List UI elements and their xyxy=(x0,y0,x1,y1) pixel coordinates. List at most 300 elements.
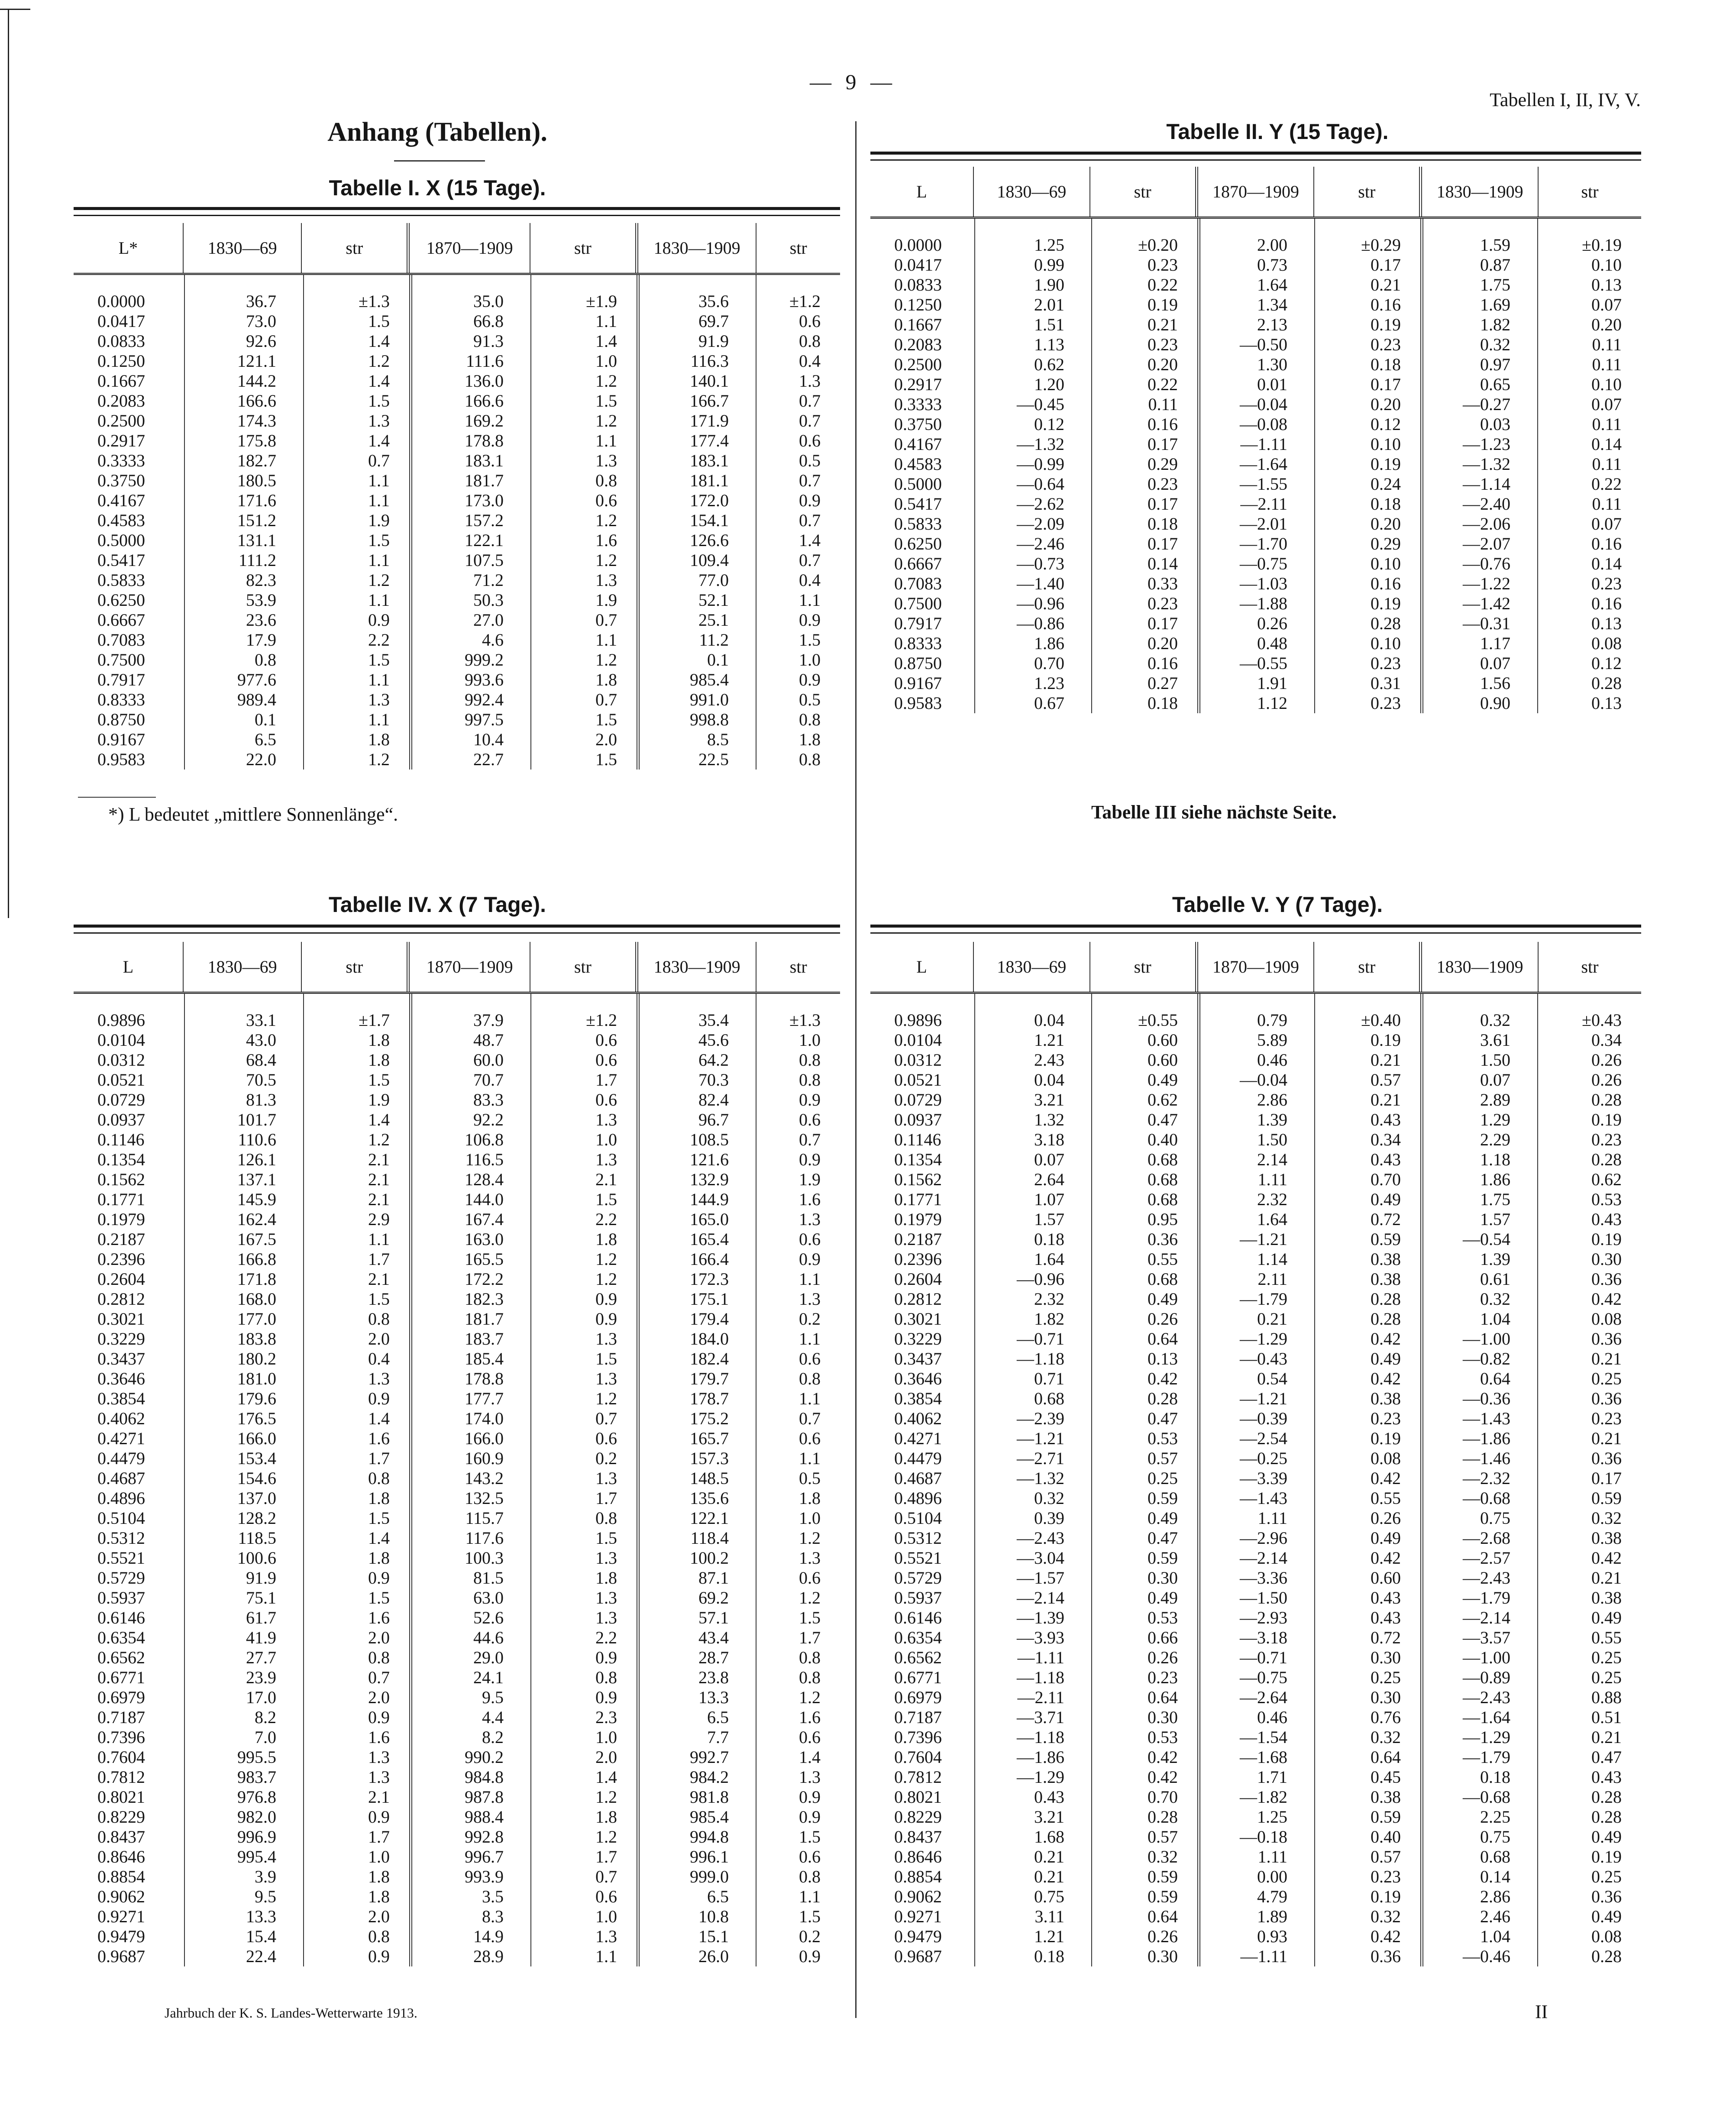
table-cell: 1.1 xyxy=(595,1947,617,1966)
table-cell: 0.9 xyxy=(799,1090,821,1109)
table-cell: —1.32 xyxy=(1017,1468,1064,1488)
table-cell: 165.4 xyxy=(690,1229,729,1249)
table-cell: —1.18 xyxy=(1017,1349,1064,1368)
table-cell: 0.5104 xyxy=(894,1508,942,1528)
table-column xyxy=(1091,994,1197,1966)
table-cell: 2.1 xyxy=(368,1150,390,1169)
table-cell: —0.54 xyxy=(1463,1229,1510,1249)
table-cell: 3.21 xyxy=(1034,1090,1064,1109)
table-cell: 1.57 xyxy=(1034,1209,1064,1229)
table-cell: 0.7 xyxy=(799,1409,821,1428)
table-cell: 0.5937 xyxy=(894,1588,942,1607)
table-cell: 174.0 xyxy=(465,1409,504,1428)
table-cell: 0.4271 xyxy=(97,1429,145,1448)
table-cell: —0.71 xyxy=(1017,1329,1064,1349)
table-cell: 0.3333 xyxy=(894,395,942,414)
table-cell: 140.1 xyxy=(690,371,729,391)
table-4-body xyxy=(74,994,840,1966)
table-cell: 0.7 xyxy=(799,550,821,570)
table-4-top-rule xyxy=(74,925,840,928)
table-cell: 0.5 xyxy=(799,1468,821,1488)
table-cell: 0.8750 xyxy=(97,710,145,729)
table-cell: —3.71 xyxy=(1017,1707,1064,1727)
table-cell: 0.11 xyxy=(1592,494,1622,514)
table-cell: —1.29 xyxy=(1463,1727,1510,1747)
table-4-top-rule-thin xyxy=(74,932,840,934)
table-cell: —2.62 xyxy=(1017,494,1064,514)
table-cell: 2.13 xyxy=(1257,315,1287,334)
table-cell: —0.50 xyxy=(1240,335,1287,354)
table-cell: 0.7 xyxy=(799,471,821,490)
table-cell: 2.25 xyxy=(1480,1807,1510,1827)
table-cell: 987.8 xyxy=(465,1787,504,1807)
table-cell: 66.8 xyxy=(473,311,504,331)
table-cell: 0.1 xyxy=(255,710,276,729)
table-cell: 0.4 xyxy=(799,570,821,590)
table-cell: 6.5 xyxy=(707,1887,729,1906)
table-cell: 1.50 xyxy=(1480,1050,1510,1070)
table-1-top-rule-thin xyxy=(74,215,840,216)
table-cell: 2.00 xyxy=(1257,235,1287,255)
table-cell: 0.23 xyxy=(1371,653,1401,673)
table-cell: 144.0 xyxy=(465,1190,504,1209)
table-cell: 0.32 xyxy=(1148,1847,1178,1866)
table-cell: 0.7187 xyxy=(894,1707,942,1727)
table-cell: 0.87 xyxy=(1480,255,1510,275)
table-cell: 1.57 xyxy=(1480,1209,1510,1229)
table-cell: 0.2187 xyxy=(894,1229,942,1249)
table-cell: 1.5 xyxy=(368,1588,390,1607)
table-cell: 990.2 xyxy=(465,1747,504,1767)
table-cell: 1.91 xyxy=(1257,673,1287,693)
table-cell: —0.08 xyxy=(1240,414,1287,434)
table-cell: 0.22 xyxy=(1591,474,1622,494)
table-cell: 53.9 xyxy=(246,590,276,610)
table-cell: 0.07 xyxy=(1591,514,1622,534)
table-cell: 1.8 xyxy=(595,1807,617,1827)
table-cell: 6.5 xyxy=(707,1707,729,1727)
table-cell: 0.2917 xyxy=(97,431,145,450)
table-cell: 0.11 xyxy=(1592,414,1622,434)
table-cell: 996.7 xyxy=(465,1847,504,1866)
table-cell: 0.12 xyxy=(1034,414,1064,434)
table-cell: 985.4 xyxy=(690,1807,729,1827)
table-cell: 1.2 xyxy=(595,511,617,530)
table-cell: 0.4479 xyxy=(894,1449,942,1468)
table-cell: 1.1 xyxy=(368,550,390,570)
table-cell: 1.4 xyxy=(368,1409,390,1428)
table-cell: —1.43 xyxy=(1463,1409,1510,1428)
table-cell: 0.49 xyxy=(1148,1070,1178,1090)
table-cell: 183.7 xyxy=(465,1329,504,1349)
table-cell: 0.9 xyxy=(595,1648,617,1667)
table-cell: 0.46 xyxy=(1257,1050,1287,1070)
footnote: *) L bedeutet „mittlere Sonnenlänge“. xyxy=(108,804,398,825)
table-cell: 0.2083 xyxy=(97,391,145,411)
table-cell: 1.04 xyxy=(1480,1309,1510,1329)
table-cell: 1.86 xyxy=(1034,634,1064,653)
table-cell: 0.70 xyxy=(1034,653,1064,673)
table-cell: 126.6 xyxy=(690,530,729,550)
table-cell: 52.1 xyxy=(698,590,729,610)
table-cell: ±1.2 xyxy=(586,1010,617,1030)
table-cell: 0.46 xyxy=(1257,1707,1287,1727)
table-cell: 1.64 xyxy=(1257,1209,1287,1229)
table-cell: 165.7 xyxy=(690,1429,729,1448)
table-cell: 1.5 xyxy=(595,1349,617,1368)
table-cell: 4.79 xyxy=(1257,1887,1287,1906)
table-cell: 0.20 xyxy=(1148,355,1178,374)
table-cell: 0.08 xyxy=(1591,1927,1622,1946)
table-cell: 1.3 xyxy=(595,1329,617,1349)
table-cell: —2.40 xyxy=(1463,494,1510,514)
table-cell: 0.43 xyxy=(1034,1787,1064,1807)
table-cell: 0.3021 xyxy=(97,1309,145,1329)
table-cell: 0.9 xyxy=(368,1568,390,1588)
table-cell: 0.21 xyxy=(1257,1309,1287,1329)
table-cell: 117.6 xyxy=(465,1528,504,1548)
table-cell: 1.0 xyxy=(595,1907,617,1926)
table-cell: 181.7 xyxy=(465,471,504,490)
table-cell: 165.0 xyxy=(690,1209,729,1229)
table-cell: 0.4062 xyxy=(97,1409,145,1428)
table-cell: 0.0312 xyxy=(97,1050,145,1070)
table-2-top-rule xyxy=(870,152,1641,155)
table-cell: 91.9 xyxy=(246,1568,276,1588)
table-cell: 2.1 xyxy=(368,1170,390,1189)
table-cell: ±0.19 xyxy=(1582,235,1622,255)
table-cell: 0.21 xyxy=(1034,1847,1064,1866)
table-cell: 100.2 xyxy=(690,1548,729,1568)
table-cell: 2.64 xyxy=(1034,1170,1064,1189)
table-cell: 0.68 xyxy=(1148,1150,1178,1169)
table-cell: 0.9 xyxy=(799,1947,821,1966)
table-cell: 1.12 xyxy=(1257,693,1287,713)
table-column xyxy=(974,994,1091,1966)
table-cell: 1.6 xyxy=(368,1429,390,1448)
table-cell: 0.1979 xyxy=(894,1209,942,1229)
table-cell: 2.0 xyxy=(368,1907,390,1926)
table-cell: 0.10 xyxy=(1591,255,1622,275)
table-cell: 1.21 xyxy=(1034,1927,1064,1946)
table-cell: 0.8333 xyxy=(894,634,942,653)
table-cell: 0.17 xyxy=(1148,494,1178,514)
table-cell: 25.1 xyxy=(698,610,729,630)
table-cell: 0.57 xyxy=(1371,1070,1401,1090)
table-cell: 0.2 xyxy=(799,1309,821,1329)
table-cell: 0.17 xyxy=(1148,534,1178,553)
table-cell: 1.21 xyxy=(1034,1030,1064,1050)
table-cell: 0.0937 xyxy=(97,1110,145,1129)
table-cell: —2.46 xyxy=(1017,534,1064,553)
table-cell: 0.9167 xyxy=(894,673,942,693)
table-cell: 0.4479 xyxy=(97,1449,145,1468)
table-cell: 0.9 xyxy=(799,1249,821,1269)
table-cell: 0.5729 xyxy=(97,1568,145,1588)
table-1-top-rule xyxy=(74,207,840,210)
table-cell: 0.7917 xyxy=(894,614,942,633)
table-cell: 0.19 xyxy=(1371,594,1401,613)
table-cell: 992.7 xyxy=(690,1747,729,1767)
table-cell: —0.86 xyxy=(1017,614,1064,633)
table-cell: 0.28 xyxy=(1371,1309,1401,1329)
table-cell: 0.9687 xyxy=(97,1947,145,1966)
table-cell: 1.90 xyxy=(1034,275,1064,294)
table-column xyxy=(74,994,184,1966)
table-cell: 0.65 xyxy=(1480,375,1510,394)
table-cell: 167.4 xyxy=(465,1209,504,1229)
table-cell: 100.3 xyxy=(465,1548,504,1568)
table-cell: 0.8854 xyxy=(894,1867,942,1886)
column-header: 1830—1909 xyxy=(1419,942,1538,992)
table-cell: ±0.43 xyxy=(1582,1010,1622,1030)
table-cell: 0.32 xyxy=(1371,1907,1401,1926)
table-cell: 0.61 xyxy=(1480,1269,1510,1289)
table-cell: 1.3 xyxy=(799,1209,821,1229)
table-cell: 0.5521 xyxy=(894,1548,942,1568)
table-cell: 0.30 xyxy=(1371,1648,1401,1667)
table-cell: 0.23 xyxy=(1591,1409,1622,1428)
table-cell: —1.11 xyxy=(1017,1648,1064,1667)
table-cell: 81.5 xyxy=(473,1568,504,1588)
table-cell: 0.30 xyxy=(1148,1947,1178,1966)
table-cell: 63.0 xyxy=(473,1588,504,1607)
table-cell: ±0.40 xyxy=(1361,1010,1401,1030)
table-cell: 0.8021 xyxy=(97,1787,145,1807)
table-cell: 8.3 xyxy=(482,1907,504,1926)
table-cell: 0.57 xyxy=(1148,1827,1178,1847)
table-cell: 1.8 xyxy=(595,1568,617,1588)
table-cell: 1.8 xyxy=(799,730,821,749)
table-cell: 0.8 xyxy=(799,1050,821,1070)
table-cell: —1.39 xyxy=(1017,1608,1064,1627)
table-cell: 0.68 xyxy=(1148,1190,1178,1209)
table-cell: 0.9 xyxy=(368,1389,390,1408)
table-cell: —2.43 xyxy=(1017,1528,1064,1548)
table-cell: 0.49 xyxy=(1371,1349,1401,1368)
table-cell: 0.21 xyxy=(1148,315,1178,334)
table-cell: 0.6 xyxy=(595,1887,617,1906)
table-cell: 0.1771 xyxy=(894,1190,942,1209)
table-cell: 166.4 xyxy=(690,1249,729,1269)
table-cell: 0.9687 xyxy=(894,1947,942,1966)
table-cell: 0.3854 xyxy=(894,1389,942,1408)
table-cell: 0.25 xyxy=(1148,1468,1178,1488)
table-cell: 1.5 xyxy=(595,1528,617,1548)
table-1-title: Tabelle I. X (15 Tage). xyxy=(329,176,546,200)
table-cell: 0.75 xyxy=(1480,1508,1510,1528)
table-cell: 0.21 xyxy=(1591,1727,1622,1747)
table-cell: —0.68 xyxy=(1463,1488,1510,1508)
table-cell: 35.6 xyxy=(698,291,729,311)
table-cell: 166.6 xyxy=(237,391,276,411)
table-cell: 91.9 xyxy=(698,331,729,351)
table-cell: 0.9 xyxy=(799,610,821,630)
column-header: 1870—1909 xyxy=(407,223,530,273)
table-cell: —0.27 xyxy=(1463,395,1510,414)
table-cell: 0.16 xyxy=(1371,295,1401,314)
table-cell: 2.29 xyxy=(1480,1130,1510,1149)
table-cell: —1.86 xyxy=(1017,1747,1064,1767)
table-cell: 1.5 xyxy=(595,1190,617,1209)
table-cell: 1.8 xyxy=(595,1229,617,1249)
table-cell: 167.5 xyxy=(237,1229,276,1249)
table-cell: 10.4 xyxy=(473,730,504,749)
table-cell: 0.42 xyxy=(1371,1329,1401,1349)
table-column xyxy=(1197,219,1314,713)
table-cell: —2.14 xyxy=(1463,1608,1510,1627)
table-cell: 0.64 xyxy=(1148,1688,1178,1707)
table-cell: 0.4687 xyxy=(97,1468,145,1488)
table-cell: 0.9479 xyxy=(97,1927,145,1946)
table-cell: 0.3750 xyxy=(97,471,145,490)
table-cell: 37.9 xyxy=(473,1010,504,1030)
table-cell: 0.53 xyxy=(1148,1429,1178,1448)
table-cell: 108.5 xyxy=(690,1130,729,1149)
table-cell: 1.3 xyxy=(595,1110,617,1129)
table-cell: 4.6 xyxy=(482,630,504,650)
table-cell: 1.1 xyxy=(799,1269,821,1289)
table-cell: 0.8229 xyxy=(97,1807,145,1827)
table-cell: 1.1 xyxy=(368,710,390,729)
table-cell: 0.36 xyxy=(1591,1449,1622,1468)
table-1 xyxy=(74,223,840,770)
table-cell: —1.68 xyxy=(1240,1747,1287,1767)
table-cell: 0.25 xyxy=(1591,1867,1622,1886)
table-cell: 0.18 xyxy=(1148,693,1178,713)
table-cell: 1.3 xyxy=(799,1548,821,1568)
table-cell: 13.3 xyxy=(246,1907,276,1926)
table-cell: 0.2500 xyxy=(97,411,145,430)
table-cell: 2.1 xyxy=(368,1269,390,1289)
table-cell: 0.6771 xyxy=(97,1668,145,1687)
table-cell: 1.18 xyxy=(1480,1150,1510,1169)
table-cell: 0.0000 xyxy=(97,291,145,311)
table-cell: 1.29 xyxy=(1480,1110,1510,1129)
table-cell: 0.23 xyxy=(1148,594,1178,613)
table-cell: 0.42 xyxy=(1591,1548,1622,1568)
table-column xyxy=(1314,219,1420,713)
table-cell: 0.64 xyxy=(1480,1369,1510,1388)
table-cell: 92.2 xyxy=(473,1110,504,1129)
table-cell: 29.0 xyxy=(473,1648,504,1667)
table-cell: 0.9271 xyxy=(894,1907,942,1926)
table-cell: 1.3 xyxy=(595,570,617,590)
table-cell: 0.33 xyxy=(1148,574,1178,593)
table-cell: 0.3333 xyxy=(97,451,145,470)
table-cell: 0.11 xyxy=(1148,395,1178,414)
table-cell: 0.20 xyxy=(1371,514,1401,534)
table-cell: 0.19 xyxy=(1591,1847,1622,1866)
table-cell: 0.18 xyxy=(1480,1767,1510,1787)
table-cell: 0.23 xyxy=(1148,474,1178,494)
table-cell: 1.8 xyxy=(799,1488,821,1508)
table-cell: 1.1 xyxy=(799,1449,821,1468)
table-cell: 135.6 xyxy=(690,1488,729,1508)
table-cell: 0.6771 xyxy=(894,1668,942,1687)
column-header: str xyxy=(1538,942,1641,992)
column-header: L xyxy=(123,957,134,977)
table-cell: 22.5 xyxy=(698,750,729,769)
table-cell: 0.11 xyxy=(1592,454,1622,474)
table-cell: 183.8 xyxy=(237,1329,276,1349)
table-cell: 1.9 xyxy=(595,590,617,610)
table-cell: 1.7 xyxy=(799,1628,821,1647)
table-cell: 0.23 xyxy=(1371,1867,1401,1886)
table-cell: 0.7812 xyxy=(97,1767,145,1787)
table-cell: 121.1 xyxy=(237,351,276,371)
table-cell: 999.0 xyxy=(690,1867,729,1886)
table-cell: ±0.29 xyxy=(1361,235,1401,255)
table-cell: 136.0 xyxy=(465,371,504,391)
table-cell: 0.7 xyxy=(368,1668,390,1687)
table-cell: 1.30 xyxy=(1257,355,1287,374)
table-cell: 0.13 xyxy=(1591,275,1622,294)
table-cell: 0.3437 xyxy=(894,1349,942,1368)
table-cell: 118.5 xyxy=(238,1528,276,1548)
table-cell: 1.71 xyxy=(1257,1767,1287,1787)
table-cell: 1.5 xyxy=(595,750,617,769)
column-header: 1830—69 xyxy=(183,942,301,992)
table-cell: 0.30 xyxy=(1148,1707,1178,1727)
table-cell: 0.23 xyxy=(1371,693,1401,713)
table-cell: 166.7 xyxy=(690,391,729,411)
table-cell: 0.16 xyxy=(1371,574,1401,593)
table-cell: 1.4 xyxy=(595,331,617,351)
table-cell: 171.8 xyxy=(237,1269,276,1289)
table-cell: 0.28 xyxy=(1591,1090,1622,1109)
table-cell: 175.8 xyxy=(237,431,276,450)
table-cell: 0.21 xyxy=(1591,1568,1622,1588)
table-cell: 0.2812 xyxy=(894,1289,942,1309)
table-cell: 1.1 xyxy=(799,1329,821,1349)
table-cell: 0.47 xyxy=(1148,1528,1178,1548)
table-cell: 1.2 xyxy=(799,1588,821,1607)
table-cell: 0.6 xyxy=(799,1349,821,1368)
table-cell: 0.88 xyxy=(1591,1688,1622,1707)
table-cell: 0.7604 xyxy=(97,1747,145,1767)
table-cell: —1.21 xyxy=(1240,1389,1287,1408)
table-cell: 1.3 xyxy=(595,1369,617,1388)
table-cell: 70.3 xyxy=(698,1070,729,1090)
table-cell: 0.8 xyxy=(368,1927,390,1946)
table-cell: —0.73 xyxy=(1017,554,1064,573)
table-column xyxy=(74,275,184,770)
table-cell: 1.1 xyxy=(368,471,390,490)
table-cell: 1.2 xyxy=(595,371,617,391)
table-cell: —1.11 xyxy=(1240,434,1287,454)
table-cell: 0.32 xyxy=(1591,1508,1622,1528)
table-4-header xyxy=(74,942,840,994)
table-cell: 122.1 xyxy=(690,1508,729,1528)
table-cell: 0.62 xyxy=(1034,355,1064,374)
table-cell: 3.9 xyxy=(255,1867,276,1886)
table-cell: 1.1 xyxy=(368,590,390,610)
table-cell: 1.1 xyxy=(368,1229,390,1249)
table-cell: 116.5 xyxy=(465,1150,504,1169)
table-cell: 0.76 xyxy=(1371,1707,1401,1727)
table-column xyxy=(303,994,409,1966)
table-cell: 0.28 xyxy=(1371,1289,1401,1309)
table-cell: 1.64 xyxy=(1257,275,1287,294)
table-cell: 0.28 xyxy=(1371,614,1401,633)
table-cell: 0.0104 xyxy=(894,1030,942,1050)
table-cell: —1.79 xyxy=(1463,1588,1510,1607)
table-5-title: Tabelle V. Y (7 Tage). xyxy=(1172,893,1383,917)
table-cell: 1.1 xyxy=(799,1389,821,1408)
table-cell: 0.19 xyxy=(1371,315,1401,334)
table-cell: 1.39 xyxy=(1480,1249,1510,1269)
